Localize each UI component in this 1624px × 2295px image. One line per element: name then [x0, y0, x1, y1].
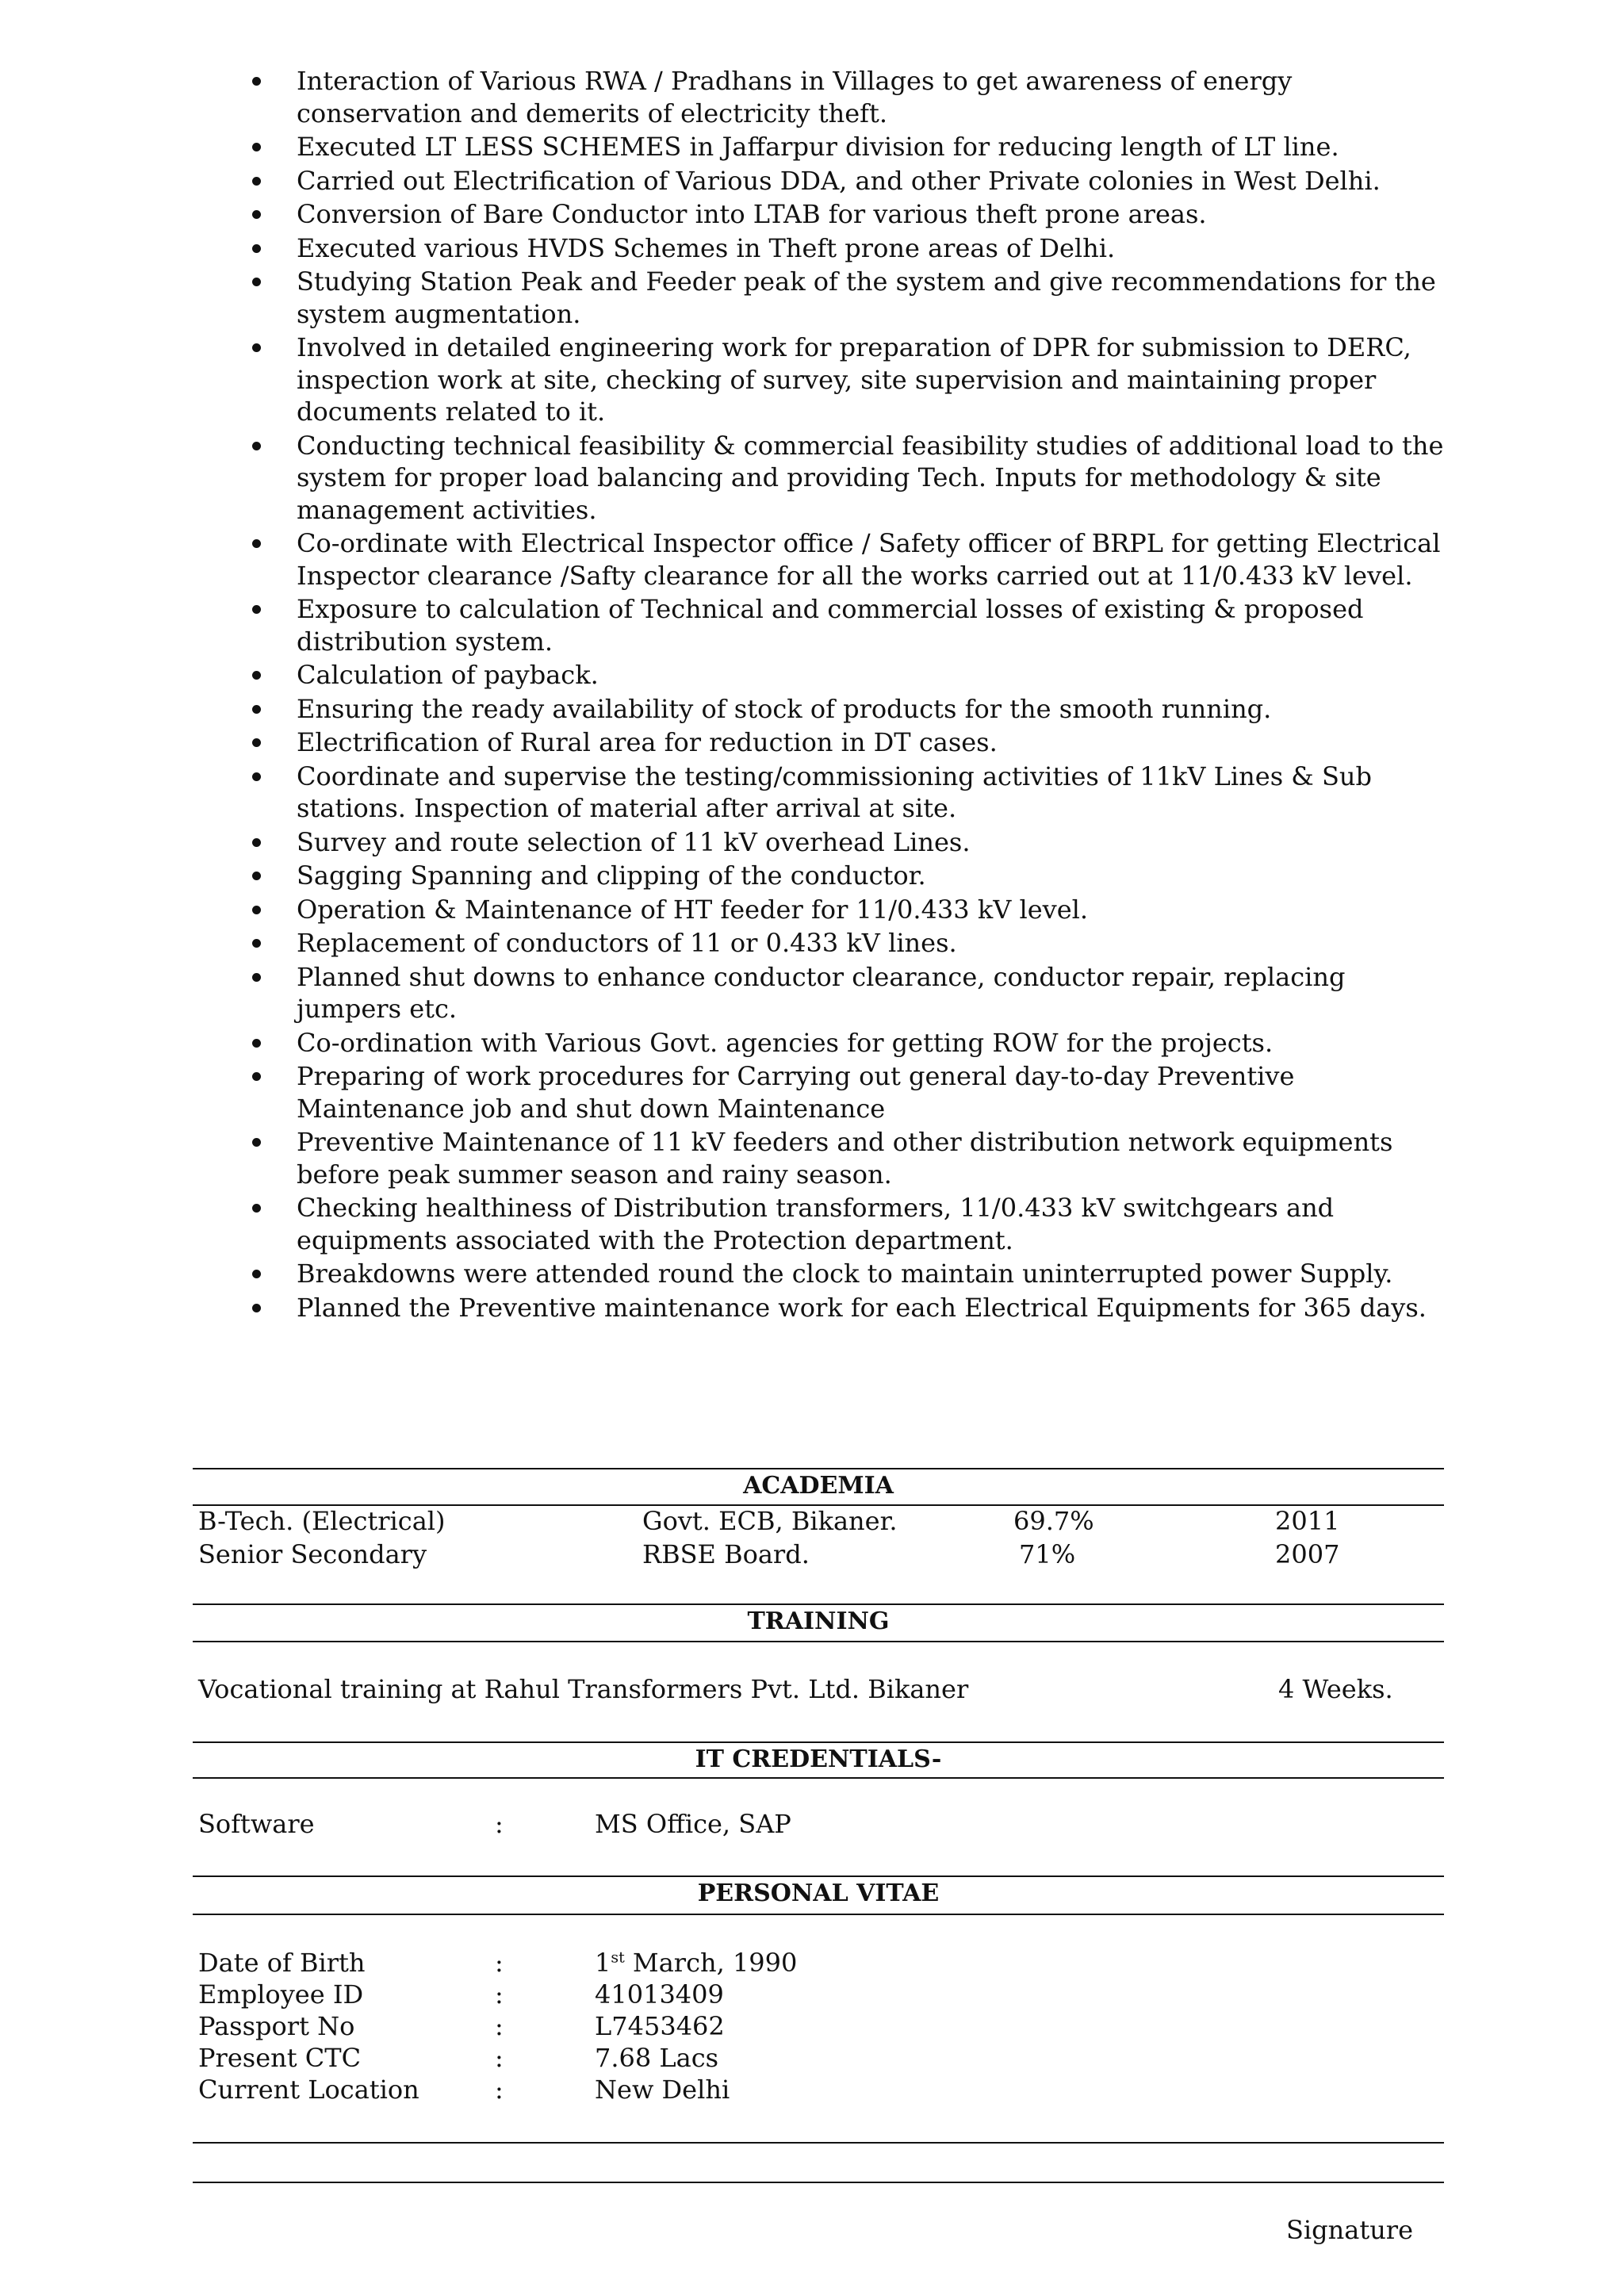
vitae-label: Present CTC [198, 2043, 362, 2073]
software-label: Software [198, 1809, 315, 1839]
bullet-icon [252, 939, 261, 948]
academia-year: 2011 [1275, 1506, 1340, 1536]
responsibility-text: Sagging Spanning and clipping of the conductor. [297, 860, 926, 891]
bullet-icon [252, 244, 261, 253]
bullet-icon [252, 442, 261, 450]
responsibility-text: Conversion of Bare Conductor into LTAB for various theft prone areas. [297, 199, 1207, 229]
bullet-icon [252, 872, 261, 880]
bullet-icon [252, 278, 261, 286]
academia-top-rule [193, 1468, 1444, 1469]
bullet-icon [252, 738, 261, 747]
signature-label: Signature [1286, 2215, 1414, 2245]
vitae-value: 41013409 [595, 1979, 724, 2010]
bullet-icon [252, 210, 261, 219]
responsibility-item [246, 131, 1451, 163]
responsibility-text: Co-ordinate with Electrical Inspector office / Safety officer of BRPL for getting Electrical Inspector clearance /Safty clearance for all the works carried out at 11/0.433 kV level. [297, 528, 1441, 591]
dob-separator: : [495, 1948, 504, 1978]
responsibility-text: Breakdowns were attended round the clock to maintain uninterrupted power Supply. [297, 1259, 1393, 1289]
vitae-label: Current Location [198, 2075, 419, 2105]
responsibility-text: Studying Station Peak and Feeder peak of the system and give recommendations for the system augmentation. [297, 266, 1436, 329]
responsibility-text: Preventive Maintenance of 11 kV feeders and other distribution network equipments before peak summer season and rainy season. [297, 1127, 1393, 1190]
bullet-icon [252, 671, 261, 680]
bullet-icon [252, 1138, 261, 1147]
vitae-label: Passport No [198, 2011, 355, 2041]
responsibility-text: Calculation of payback. [297, 660, 599, 690]
responsibility-item [246, 961, 1451, 1025]
responsibility-item [246, 659, 1451, 692]
bullet-icon [252, 605, 261, 614]
responsibility-text: Checking healthiness of Distribution transformers, 11/0.433 kV switchgears and equipments associated with the Protection department. [297, 1193, 1335, 1255]
vitae-value: New Delhi [595, 2075, 730, 2105]
responsibility-item [246, 198, 1451, 231]
bullet-icon [252, 539, 261, 548]
it-credentials-bottom-rule [193, 1777, 1444, 1779]
academia-year: 2007 [1275, 1539, 1340, 1569]
vitae-value: 7.68 Lacs [595, 2043, 719, 2073]
vitae-label: Employee ID [198, 1979, 364, 2010]
responsibility-text: Co-ordination with Various Govt. agencies for getting ROW for the projects. [297, 1027, 1274, 1058]
dob-rest: March, 1990 [624, 1948, 798, 1978]
responsibility-text: Replacement of conductors of 11 or 0.433 kV lines. [297, 928, 957, 958]
responsibility-text: Operation & Maintenance of HT feeder for 11/0.433 kV level. [297, 894, 1089, 925]
vitae-separator: : [495, 1979, 504, 2010]
responsibility-item [246, 1060, 1451, 1125]
bullet-icon [252, 77, 261, 86]
responsibility-text: Ensuring the ready availability of stock of products for the smooth running. [297, 693, 1272, 724]
academia-institute: RBSE Board. [642, 1539, 810, 1569]
dob-day: 1 [595, 1948, 611, 1978]
responsibility-text: Exposure to calculation of Technical and commercial losses of existing & proposed distribution system. [297, 594, 1364, 657]
it-credentials-title: IT CREDENTIALS- [695, 1745, 942, 1773]
bullet-icon [252, 1039, 261, 1048]
personal-vitae-bottom-rule [193, 1914, 1444, 1915]
responsibility-item [246, 761, 1451, 825]
academia-title: ACADEMIA [743, 1472, 894, 1500]
bullet-icon [252, 705, 261, 714]
academia-degree: Senior Secondary [198, 1539, 427, 1569]
responsibilities-list [246, 65, 1451, 1325]
bullet-icon [252, 343, 261, 352]
academia-score: 71% [1019, 1539, 1076, 1569]
responsibility-text: Survey and route selection of 11 kV overhead Lines. [297, 826, 971, 857]
responsibility-item [246, 726, 1451, 759]
responsibility-item [246, 1126, 1451, 1190]
responsibility-item [246, 693, 1451, 726]
responsibility-text: Interaction of Various RWA / Pradhans in Villages to get awareness of energy conservation and demerits of electricity theft. [297, 66, 1293, 128]
vitae-separator: : [495, 2011, 504, 2041]
responsibility-item [246, 266, 1451, 330]
personal-vitae-top-rule [193, 1875, 1444, 1877]
responsibility-item [246, 430, 1451, 527]
responsibility-item [246, 860, 1451, 892]
dob-suffix: st [611, 1948, 625, 1967]
responsibility-item [246, 593, 1451, 657]
vitae-value: L7453462 [595, 2011, 725, 2041]
responsibility-item [246, 527, 1451, 592]
responsibility-item [246, 65, 1451, 129]
footer-rule-2 [193, 2182, 1444, 2183]
bullet-icon [252, 143, 261, 151]
bullet-icon [252, 1304, 261, 1312]
responsibility-item [246, 165, 1451, 197]
training-duration: 4 Weeks. [1278, 1674, 1393, 1704]
footer-rule-1 [193, 2142, 1444, 2144]
software-value: MS Office, SAP [595, 1809, 791, 1839]
dob-label: Date of Birth [198, 1948, 366, 1978]
training-title: TRAINING [747, 1607, 890, 1635]
responsibility-text: Carried out Electrification of Various DDA, and other Private colonies in West Delhi. [297, 165, 1381, 196]
training-bottom-rule [193, 1641, 1444, 1642]
responsibility-text: Preparing of work procedures for Carrying out general day-to-day Preventive Maintenance job and shut down Maintenance [297, 1061, 1295, 1124]
responsibility-item [246, 894, 1451, 926]
responsibility-text: Conducting technical feasibility & commercial feasibility studies of additional load to the system for proper load balancing and providing Tech. Inputs for methodology & site management activities. [297, 430, 1444, 525]
responsibility-text: Electrification of Rural area for reduction in DT cases. [297, 727, 998, 757]
bullet-icon [252, 1072, 261, 1081]
academia-score: 69.7% [1013, 1506, 1094, 1536]
academia-degree: B-Tech. (Electrical) [198, 1506, 446, 1536]
bullet-icon [252, 772, 261, 781]
responsibility-item [246, 826, 1451, 859]
it-credentials-top-rule [193, 1741, 1444, 1743]
responsibility-text: Planned the Preventive maintenance work for each Electrical Equipments for 365 days. [297, 1292, 1427, 1323]
responsibility-item [246, 1258, 1451, 1290]
academia-institute: Govt. ECB, Bikaner. [642, 1506, 898, 1536]
software-separator: : [495, 1809, 504, 1839]
dob-value [595, 1947, 797, 1979]
training-description: Vocational training at Rahul Transformers Pvt. Ltd. Bikaner [198, 1674, 969, 1704]
bullet-icon [252, 177, 261, 186]
responsibility-text: Coordinate and supervise the testing/commissioning activities of 11kV Lines & Sub stations. Inspection of material after arrival at site. [297, 761, 1372, 823]
responsibility-item [246, 232, 1451, 265]
personal-vitae-title: PERSONAL VITAE [697, 1879, 940, 1907]
vitae-separator: : [495, 2075, 504, 2105]
bullet-icon [252, 1270, 261, 1278]
responsibility-text: Executed LT LESS SCHEMES in Jaffarpur division for reducing length of LT line. [297, 132, 1339, 162]
bullet-icon [252, 838, 261, 847]
bullet-icon [252, 906, 261, 914]
responsibility-item [246, 1292, 1451, 1324]
responsibility-item [246, 927, 1451, 960]
responsibility-text: Involved in detailed engineering work for preparation of DPR for submission to DERC, inspection work at site, checking of survey, site supervision and maintaining proper documents related to it. [297, 332, 1411, 427]
responsibility-text: Executed various HVDS Schemes in Theft prone areas of Delhi. [297, 232, 1116, 263]
training-top-rule [193, 1603, 1444, 1605]
bullet-icon [252, 973, 261, 982]
responsibility-item [246, 1027, 1451, 1059]
responsibility-text: Planned shut downs to enhance conductor clearance, conductor repair, replacing jumpers etc. [297, 961, 1346, 1024]
vitae-separator: : [495, 2043, 504, 2073]
responsibility-item [246, 1192, 1451, 1256]
responsibility-item [246, 331, 1451, 428]
bullet-icon [252, 1204, 261, 1213]
